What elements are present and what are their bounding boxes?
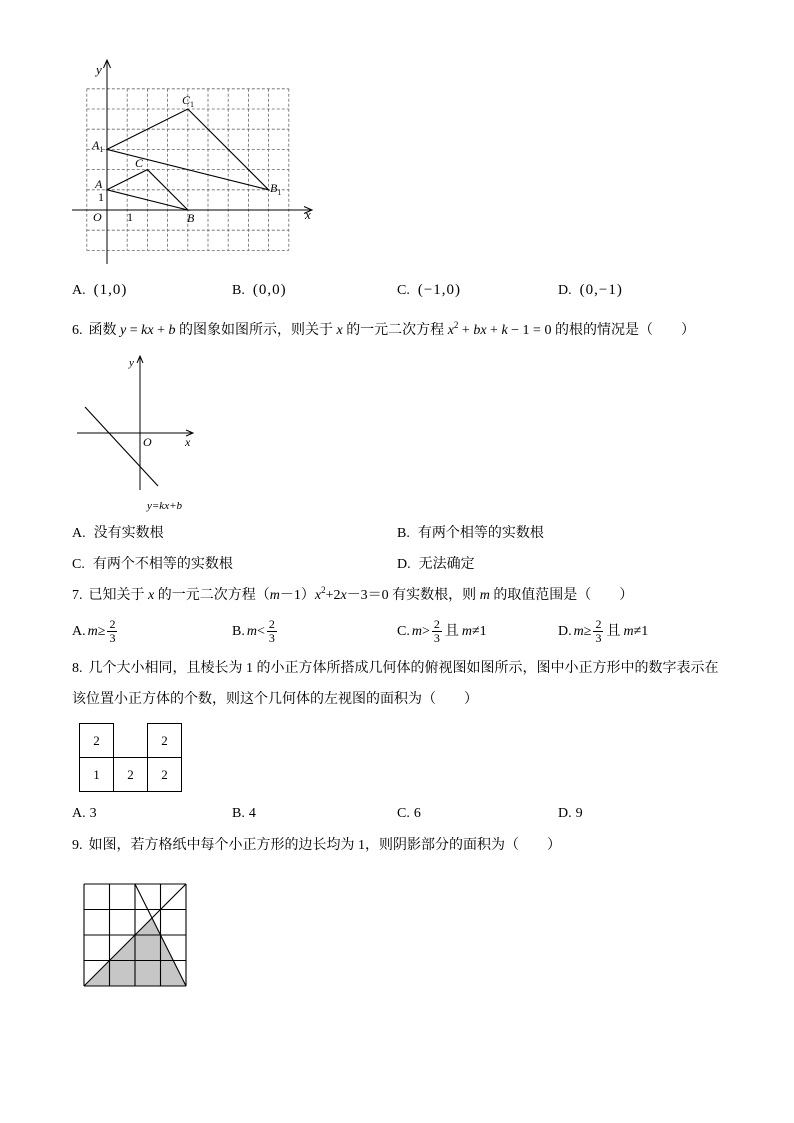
point-b1-subscript: 1 — [277, 188, 282, 197]
y-axis-label: y — [129, 357, 134, 369]
q8-stem-line-2 — [72, 690, 478, 710]
math-var: m — [269, 588, 280, 603]
option-letter: C. — [72, 557, 85, 572]
relation: > — [421, 624, 430, 639]
option-letter: A. — [72, 283, 86, 298]
question-number: 7. — [72, 588, 83, 603]
q8-option-c — [397, 804, 421, 824]
point-b1-letter: B — [270, 181, 278, 195]
point-c-label: C — [135, 156, 144, 170]
stem-text: + — [458, 323, 474, 338]
q5-option-a — [72, 280, 127, 301]
fraction — [267, 618, 277, 645]
y-axis-label: y — [96, 62, 102, 77]
relation: < — [256, 624, 265, 639]
cube-count: 2 — [127, 766, 134, 782]
point-c1-subscript: 1 — [190, 100, 195, 109]
option-letter: D. — [397, 557, 411, 572]
fraction — [432, 618, 442, 645]
relation: ≥ — [583, 624, 592, 639]
point-c1-letter: C — [182, 93, 191, 107]
q8-option-b — [232, 804, 256, 824]
numerator: 2 — [109, 617, 116, 632]
relation: ≥ — [97, 624, 106, 639]
math-var: m — [623, 624, 634, 639]
option-value: (0,0) — [252, 282, 287, 298]
option-letter: A. — [72, 624, 86, 639]
numerator: 2 — [268, 617, 275, 632]
q7-stem — [72, 586, 633, 606]
relation: ≠1 — [633, 624, 649, 639]
cube-count: 2 — [161, 732, 168, 748]
option-text: 3 — [89, 806, 97, 821]
q8-option-a — [72, 804, 97, 824]
option-letter: C. — [397, 624, 410, 639]
point-c1-label — [182, 93, 194, 109]
top-view-cell — [147, 757, 182, 792]
conjunction: 且 — [606, 624, 621, 639]
math-var: x — [148, 588, 155, 603]
option-letter: A. — [72, 526, 86, 541]
q5-option-b — [232, 280, 287, 301]
math-var: m — [479, 588, 490, 603]
math-var: m — [411, 624, 422, 639]
top-view-cell — [113, 757, 148, 792]
point-a1-subscript: 1 — [99, 145, 104, 154]
stem-text: 的一元二次方程 — [342, 323, 448, 338]
top-view-cell — [79, 723, 114, 758]
stem-text: 的取值范围是（ ） — [489, 588, 634, 603]
denominator: 3 — [433, 631, 440, 646]
math-var: x — [336, 323, 343, 338]
stem-text: + — [486, 323, 502, 338]
stem-text: − 1 = 0 的根的情况是（ ） — [507, 323, 695, 338]
q6-option-d — [397, 555, 475, 575]
q8-option-d — [558, 804, 583, 824]
option-value: (1,0) — [93, 282, 128, 298]
q7-option-b — [232, 617, 280, 647]
q7-option-c — [397, 617, 487, 647]
option-letter: D. — [558, 806, 572, 821]
relation: ≠1 — [472, 624, 487, 639]
option-text: 没有实数根 — [93, 526, 164, 541]
cube-count: 2 — [93, 732, 100, 748]
q6-option-b — [397, 524, 544, 544]
option-text: 无法确定 — [418, 557, 475, 572]
fraction — [107, 618, 117, 645]
stem-text: +2 — [325, 588, 341, 603]
fraction — [593, 618, 603, 645]
q6-option-c — [72, 555, 233, 575]
option-value: (−1,0) — [417, 282, 462, 298]
math-var: x — [340, 588, 347, 603]
stem-text: + — [153, 323, 169, 338]
q5-option-c — [397, 280, 461, 301]
point-b-label: B — [187, 211, 195, 225]
q6-option-a — [72, 524, 164, 544]
stem-text: 的一元二次方程（ — [154, 588, 270, 603]
function-caption: y=kx+b — [147, 500, 182, 512]
stem-text: 该位置小正方体的个数，则这个几何体的左视图的面积为（ ） — [72, 692, 478, 707]
stem-text: 的图象如图所示，则关于 — [175, 323, 337, 338]
question-number: 6. — [72, 323, 83, 338]
option-letter: B. — [232, 624, 245, 639]
denominator: 3 — [109, 631, 116, 646]
option-letter: C. — [397, 283, 410, 298]
point-a1-letter: A — [92, 138, 100, 152]
option-letter: C. — [397, 806, 410, 821]
option-text: 6 — [413, 806, 421, 821]
numerator: 2 — [595, 617, 602, 632]
y-tick-label: 1 — [98, 190, 104, 204]
q9-stem — [72, 836, 561, 856]
superscript: 2 — [453, 320, 459, 330]
q9-grid-figure — [80, 880, 190, 990]
denominator: 3 — [595, 631, 602, 646]
q5-option-d — [558, 280, 623, 301]
question-number: 9. — [72, 838, 83, 853]
x-axis-label: x — [185, 435, 191, 449]
option-letter: B. — [397, 526, 410, 541]
point-a-label: A — [95, 177, 103, 191]
point-a1-label — [91, 138, 103, 154]
stem-text: －3＝0 有实数根，则 — [346, 588, 480, 603]
math-var: k — [501, 323, 508, 338]
math-var: x — [447, 323, 454, 338]
math-var: m — [573, 624, 584, 639]
math-var: m — [461, 624, 472, 639]
x-tick-label: 1 — [127, 210, 133, 224]
stem-text: = — [126, 323, 142, 338]
option-letter: B. — [232, 806, 245, 821]
option-value: (0,−1) — [579, 282, 623, 298]
denominator: 3 — [268, 631, 275, 646]
q7-option-a — [72, 617, 120, 647]
option-letter: D. — [558, 624, 572, 639]
q8-stem-line-1 — [72, 659, 719, 679]
origin-label: O — [93, 210, 102, 224]
conjunction: 且 — [444, 624, 459, 639]
stem-text: 函数 — [88, 323, 120, 338]
stem-text: 如图，若方格纸中每个小正方形的边长均为 1，则阴影部分的面积为（ ） — [88, 838, 561, 853]
q7-option-d — [558, 617, 648, 647]
q6-linear-function-figure — [70, 350, 200, 515]
math-var: b — [168, 323, 176, 338]
math-var: kx — [141, 323, 154, 338]
math-var: y — [120, 323, 127, 338]
top-view-cell — [147, 723, 182, 758]
stem-text: －1） — [279, 588, 315, 603]
option-letter: B. — [232, 283, 245, 298]
top-view-cell — [79, 757, 114, 792]
option-text: 9 — [575, 806, 583, 821]
question-number: 8. — [72, 661, 83, 676]
math-var: x — [314, 588, 322, 603]
origin-label: O — [143, 435, 152, 449]
x-axis-label: x — [305, 207, 311, 222]
option-text: 有两个不相等的实数根 — [92, 557, 233, 572]
cube-count: 1 — [93, 766, 100, 782]
point-b1-label — [270, 181, 281, 197]
option-letter: D. — [558, 283, 572, 298]
stem-text: 已知关于 — [88, 588, 148, 603]
option-text: 有两个相等的实数根 — [417, 526, 544, 541]
q6-stem — [72, 321, 695, 341]
math-var: bx — [473, 323, 487, 338]
superscript: 2 — [321, 585, 326, 595]
numerator: 2 — [433, 617, 440, 632]
option-text: 4 — [248, 806, 256, 821]
cube-count: 2 — [161, 766, 168, 782]
math-var: m — [246, 624, 257, 639]
q5-coordinate-figure — [60, 55, 325, 270]
math-var: m — [87, 624, 98, 639]
stem-text: 几个大小相同，且棱长为 1 的小正方体所搭成几何体的俯视图如图所示，图中小正方形中的数字表示在 — [88, 661, 719, 676]
option-letter: A. — [72, 806, 86, 821]
